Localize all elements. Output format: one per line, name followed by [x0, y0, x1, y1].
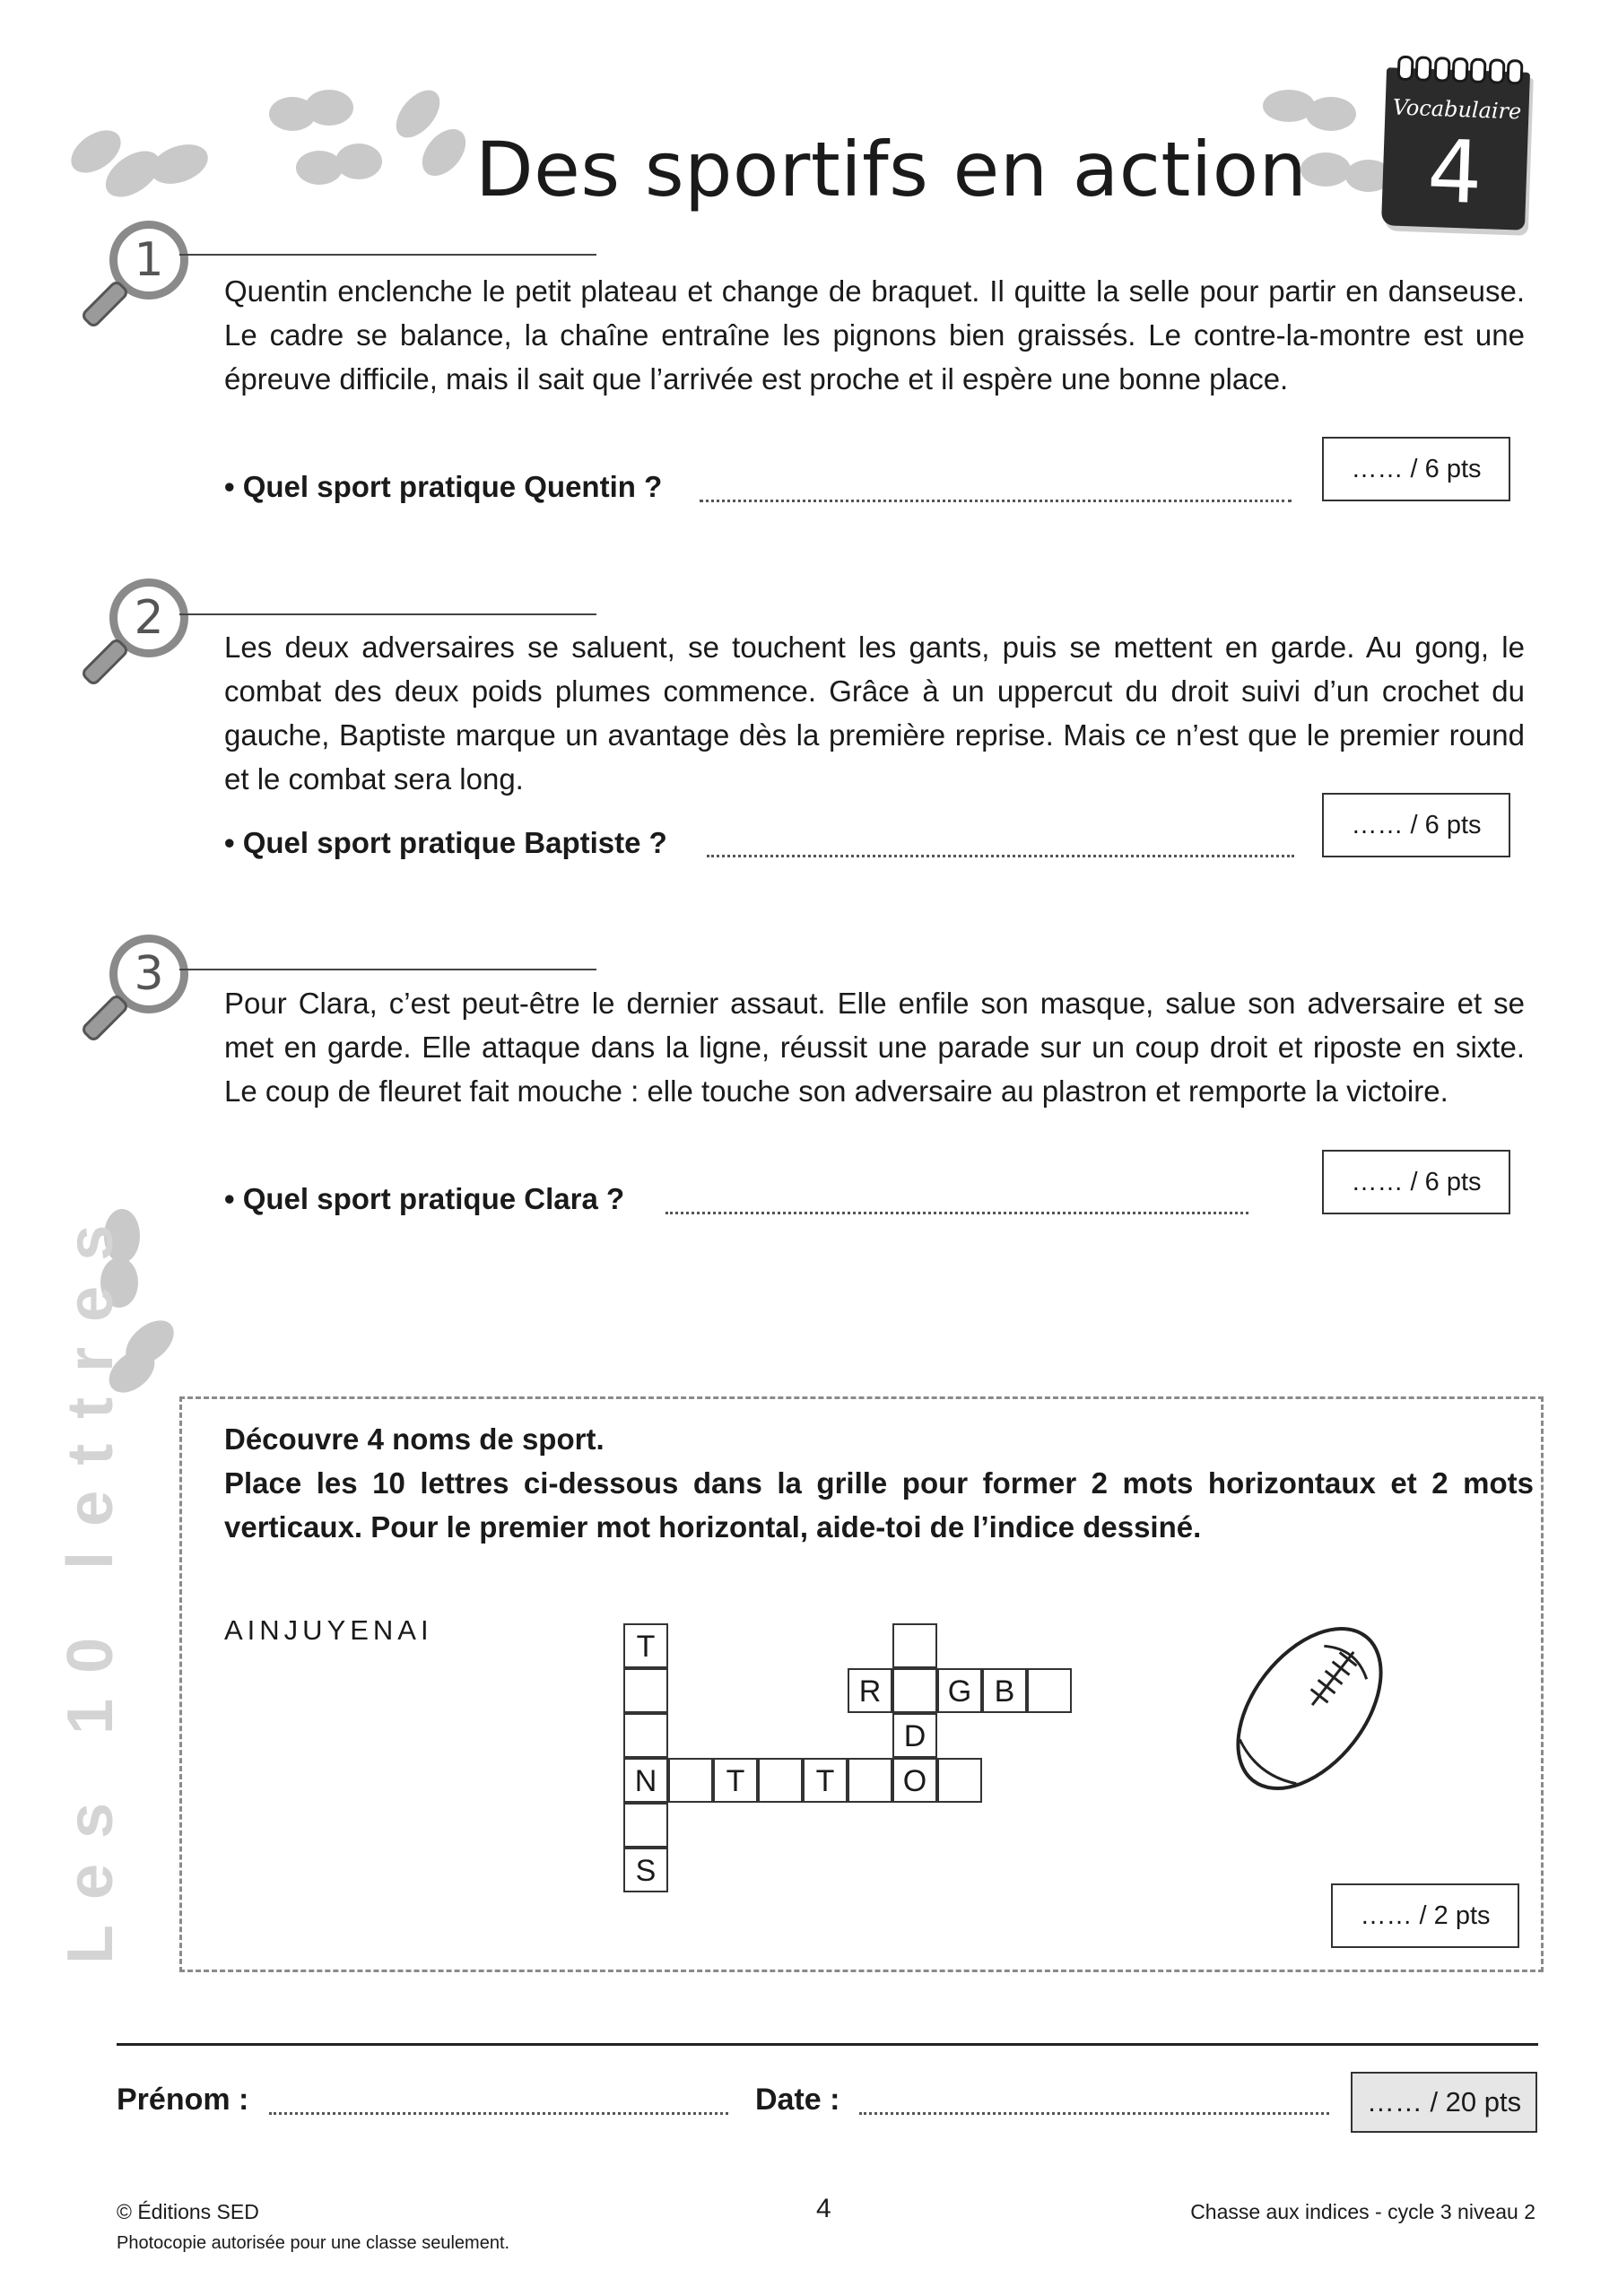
game-instruction: Place les 10 lettres ci-dessous dans la grille pour former 2 mots horizontaux et 2 mots verticaux. Pour le premier mot horizontal, aide-toi de l’indice dessiné.: [224, 1466, 1534, 1544]
magnifier-icon: [72, 578, 197, 695]
divider: [179, 613, 596, 615]
magnifier-icon: [72, 935, 197, 1051]
score-box: …… / 6 pts: [1322, 437, 1510, 501]
game-score-box: …… / 2 pts: [1331, 1883, 1519, 1948]
grid-cell[interactable]: R: [848, 1668, 892, 1713]
exercise-number: 1: [109, 221, 188, 300]
page-number: 4: [816, 2194, 831, 2223]
badge-label: Vocabulaire: [1392, 94, 1522, 125]
series-name: Chasse aux indices - cycle 3 niveau 2: [1190, 2200, 1535, 2223]
grid-cell[interactable]: D: [892, 1713, 937, 1758]
grid-cell[interactable]: O: [892, 1758, 937, 1803]
copyright-note: Photocopie autorisée pour une classe seulement.: [117, 2233, 510, 2253]
grid-cell[interactable]: T: [713, 1758, 758, 1803]
date-label: Date :: [755, 2083, 840, 2117]
divider: [179, 254, 596, 256]
divider: [117, 2043, 1538, 2046]
grid-cell[interactable]: [1027, 1668, 1072, 1713]
page-title: Des sportifs en action: [475, 126, 1308, 213]
badge-number: 4: [1425, 120, 1484, 224]
exercise-number: 2: [109, 578, 188, 657]
answer-line[interactable]: [707, 854, 1294, 857]
date-field[interactable]: [859, 2111, 1329, 2115]
answer-line[interactable]: [665, 1211, 1248, 1214]
grid-cell[interactable]: [892, 1623, 937, 1668]
firstname-field[interactable]: [269, 2111, 728, 2115]
grid-cell[interactable]: B: [982, 1668, 1027, 1713]
exercise-question: • Quel sport pratique Clara ?: [224, 1182, 625, 1215]
grid-cell[interactable]: [892, 1668, 937, 1713]
grid-cell[interactable]: [623, 1713, 668, 1758]
grid-cell[interactable]: T: [803, 1758, 848, 1803]
score-box: …… / 6 pts: [1322, 793, 1510, 857]
grid-cell[interactable]: [937, 1758, 982, 1803]
side-label: Les 10 lettres: [55, 1199, 126, 1964]
game-instruction-title: Découvre 4 noms de sport.: [224, 1422, 605, 1456]
vocabulary-badge: [1381, 67, 1530, 230]
magnifier-icon: [72, 221, 197, 337]
divider: [179, 969, 596, 970]
grid-cell[interactable]: T: [623, 1623, 668, 1668]
grid-cell[interactable]: [848, 1758, 892, 1803]
rugby-ball-icon: [1220, 1605, 1399, 1812]
spiral-binding-icon: [1397, 56, 1524, 82]
exercise-text: Pour Clara, c’est peut-être le dernier assaut. Elle enfile son masque, salue son adversaire et se met en garde. Elle attaque dans la ligne, réussit une parade sur un coup droit et riposte en sixte. Le coup de fleuret fait mouche : elle touche son adversaire au plastron et remporte la victoire.: [224, 987, 1525, 1108]
exercise-question: • Quel sport pratique Baptiste ?: [224, 826, 667, 859]
grid-cell[interactable]: [758, 1758, 803, 1803]
score-box: …… / 6 pts: [1322, 1150, 1510, 1214]
grid-cell[interactable]: [623, 1803, 668, 1848]
letter-set: AINJUYENAI: [224, 1614, 433, 1646]
publisher: © Éditions SED: [117, 2200, 259, 2223]
grid-cell[interactable]: [623, 1668, 668, 1713]
grid-cell[interactable]: N: [623, 1758, 668, 1803]
exercise-number: 3: [109, 935, 188, 1013]
grid-cell[interactable]: [668, 1758, 713, 1803]
total-score-box: …… / 20 pts: [1351, 2072, 1537, 2133]
grid-cell[interactable]: G: [937, 1668, 982, 1713]
grid-cell[interactable]: S: [623, 1848, 668, 1892]
firstname-label: Prénom :: [117, 2083, 249, 2117]
exercise-question: • Quel sport pratique Quentin ?: [224, 470, 663, 503]
exercise-text: Les deux adversaires se saluent, se touchent les gants, puis se mettent en garde. Au gong, le combat des deux poids plumes commence. Grâce à un uppercut du droit suivi d’un crochet du gauche, Baptiste marque un avantage dès la première reprise. Mais ce n’est que le premier round et le combat sera long.: [224, 631, 1525, 796]
answer-line[interactable]: [700, 499, 1292, 502]
exercise-text: Quentin enclenche le petit plateau et change de braquet. Il quitte la selle pour partir en danseuse. Le cadre se balance, la chaîne entraîne les pignons bien graissés. Le contre-la-montre est une épreuve difficile, mais il sait que l’arrivée est proche et il espère une bonne place.: [224, 274, 1525, 396]
